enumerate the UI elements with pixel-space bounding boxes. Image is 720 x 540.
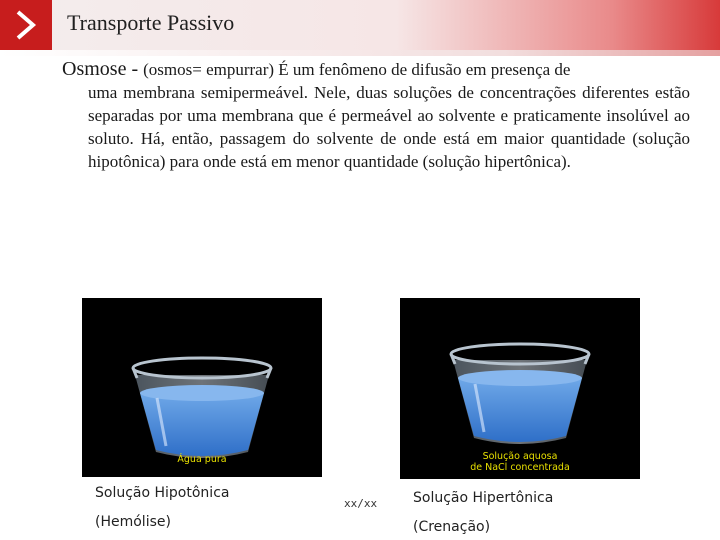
pure-water-label: Água pura [177,454,227,465]
slide-number-placeholder: xx/xx [344,497,378,510]
hemolysis-caption: (Hemólise) [95,514,171,530]
nacl-solution-image [400,298,640,479]
hypotonic-caption: Solução Hipotônica [95,485,230,501]
term-dash: - [126,58,144,80]
first-line: (osmos= empurrar) É um fenômeno de difusão em presença de [143,60,571,79]
paragraph-rest: uma membrana semipermeável. Nele, duas soluções de concentrações diferentes estão separadas por uma membrana que é permeável ao solvente e praticamente insolúvel ao soluto. Há, então, passagem do solvente de onde está em maior quantidade (solução hipotônica) para onde está em menor quantidade (solução hipertônica). [88,83,690,171]
header-stripe [0,50,720,56]
nacl-label-line2: de NaCl concentrada [470,462,570,473]
pure-water-image [82,298,322,477]
chevron-box [0,0,52,50]
nacl-label-line1: Solução aquosa [482,451,558,462]
osmosis-paragraph [62,58,690,173]
hypertonic-caption: Solução Hipertônica [413,490,554,506]
crenation-caption: (Crenação) [413,519,491,535]
osmosis-term: Osmose [62,58,127,80]
slide-title: Transporte Passivo [67,10,235,35]
chevron-right-icon [14,9,38,41]
